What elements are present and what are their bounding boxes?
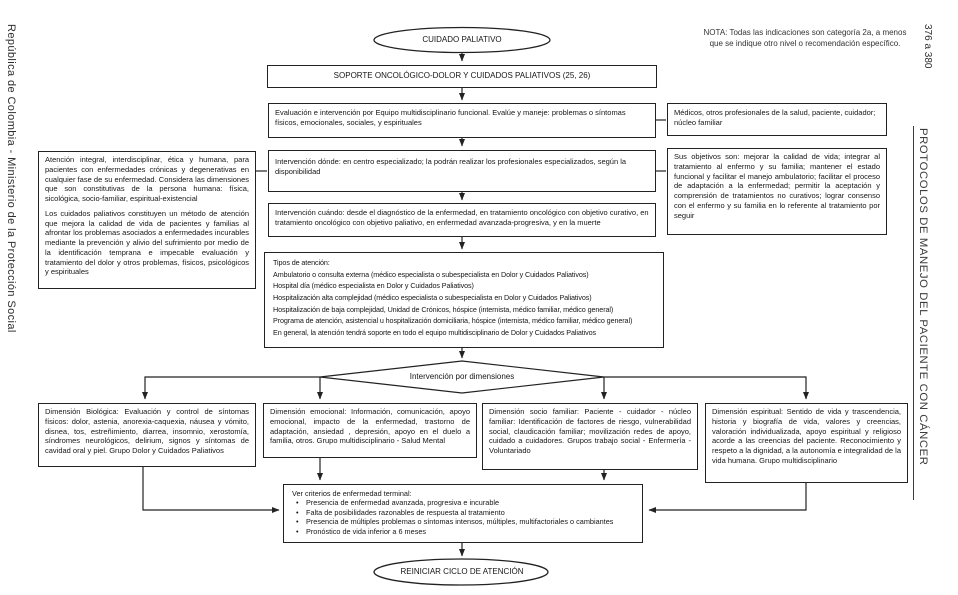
criterios-item: • Presencia de múltiples problemas o síntomas intensos, múltiples, multifactoriales o cambiantes: [292, 517, 634, 526]
atencion-paragraph-1: Atención integral, interdisciplinar, ética y humana, para pacientes con enfermedades crónicas y degenerativas en cualquier fase de su enfermedad. Considera las dimensiones que son constitutivas de la persona humana: física, sicológica, socio-familiar, espiritual-existencial: [45, 155, 249, 203]
tipos-title: Tipos de atención:: [273, 258, 330, 267]
tipos-line: Hospital día (médico especialista en Dolor y Cuidados Paliativos): [273, 281, 474, 291]
intervencion-donde-box: Intervención dónde: en centro especializado; la podrán realizar los profesionales especializados, según la disponibilidad: [268, 150, 656, 192]
right-margin-text: PROTOCOLOS DE MANEJO DEL PACIENTE CON CÁNCER: [917, 128, 929, 466]
medicos-box: Médicos, otros profesionales de la salud, paciente, cuidador; núcleo familiar: [667, 103, 887, 136]
atencion-box: [38, 151, 256, 289]
tipos-line: Hospitalización alta complejidad (médico especialista o subespecialista en Dolor y Cuidados Paliativos): [273, 292, 592, 302]
decision-label: Intervención por dimensiones: [409, 372, 515, 381]
criterios-item: • Presencia de enfermedad avanzada, progresiva e incurable: [292, 498, 634, 507]
evaluacion-box: Evaluación e intervención por Equipo multidisciplinario funcional. Evalúe y maneje: problemas o síntomas físicos, emocionales, sociales, y espirituales: [268, 103, 656, 138]
criterios-box: [283, 484, 643, 543]
objetivos-box: Sus objetivos son: mejorar la calidad de vida; integrar al tratamiento al enfermo y su familia; mantener el estado funcional y facilitar el manejo ambulatorio; facilitar el proceso de adaptación a la enfermedad; permitir la aceptación y comprensión de tratamientos no curativos; lograr consenso con el enfermo y su familia en lo referente al tratamiento por seguir: [667, 148, 887, 235]
dimension-espiritual-box: Dimensión espiritual: Sentido de vida y trascendencia, historia y biografía de vida, valores y creencias, valoración individualizada, apoyo espiritual y religioso acorde a las creencias del paciente. Reconocimiento y respeto a la dignidad, a la autonomía e integralidad de la vida humana. Grupo multidisciplinario: [705, 403, 908, 483]
note-text: NOTA: Todas las indicaciones son categoría 2a, a menos que se indique otro nivel o recomendación específico.: [703, 28, 907, 49]
tipos-line: Hospitalización de baja complejidad, Unidad de Crónicos, hóspice (internista, médico familiar, médico general): [273, 304, 614, 314]
dimension-emocional-box: Dimensión emocional: Información, comunicación, apoyo emocional, impacto de la enfermedad, trastorno de adaptación, ansiedad , depresión, apoyo en el duelo a familia, otros. Grupo multidisciplinario - Salud Mental: [263, 403, 477, 458]
criterios-title: Ver criterios de enfermedad terminal:: [292, 489, 412, 498]
page-range-text: 376 a 380: [922, 24, 933, 69]
dimension-biologica-box: Dimensión Biológica: Evaluación y control de síntomas físicos: dolor, astenia, anorexia-caquexia, náusea y vómito, disnea, tos, estreñimiento, diarrea, insomnio, xerostomía, síndromes neurológicos, delirium, signos y síntomas de cavidad oral y piel. Grupo Dolor y Cuidados Paliativos: [38, 403, 256, 467]
tipos-line: Programa de atención, asistencial u hospitalización domiciliaria, hóspice (internista, médico familiar, médico general): [273, 316, 633, 326]
atencion-paragraph-2: Los cuidados paliativos constituyen un método de atención que mejora la calidad de vida de pacientes y familias al afrontar los problemas asociados a enfermedades incurables mediante la prevención y alivio del sufrimiento por medio de la identificación temprana e impecable evaluación y tratamiento del dolor y otros problemas, físicos, psicológicos y espirituales: [45, 208, 249, 277]
soporte-box: SOPORTE ONCOLÓGICO-DOLOR Y CUIDADOS PALIATIVOS (25, 26): [267, 65, 657, 88]
criterios-item: • Pronóstico de vida inferior a 6 meses: [292, 527, 634, 536]
tipos-line: En general, la atención tendrá soporte en todo el equipo multidisciplinario de Dolor y Cuidados Paliativos: [273, 327, 597, 337]
tipos-de-atencion-box: [264, 252, 664, 348]
criterios-item: • Falta de posibilidades razonables de respuesta al tratamiento: [292, 508, 634, 517]
left-margin-text: República de Colombia - Ministerio de la Protección Social: [5, 24, 17, 333]
intervencion-cuando-box: Intervención cuándo: desde el diagnóstico de la enfermedad, en tratamiento oncológico con objetivo curativo, en tratamiento oncológico con objetivo paliativo, en enfermedad avanzada-progresiva, y en la muerte: [268, 203, 656, 237]
dimension-socio-familiar-box: Dimensión socio familiar: Paciente - cuidador - núcleo familiar: Identificación de factores de riesgo, vulnerabilidad social, claudicación familiar; movilización redes de apoyo, cuidado a cuidadores. Grupos trabajo social - Enfermería - Voluntariado: [482, 403, 698, 470]
end-node-label: REINICIAR CICLO DE ATENCIÓN: [400, 567, 524, 576]
tipos-line: Ambulatorio o consulta externa (médico especialista o subespecialista en Dolor y Cuidados Paliativos): [273, 269, 589, 279]
start-node-label: CUIDADO PALIATIVO: [422, 35, 502, 44]
